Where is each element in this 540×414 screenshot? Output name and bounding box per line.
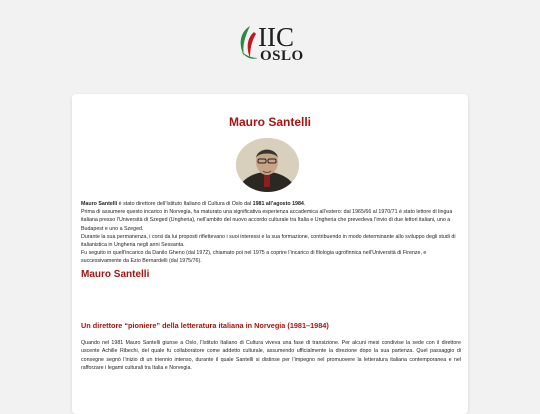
bio-paragraph-2: Prima di assumere questo incarico in Norvegia, ha maturato una significativa esperienza accademica all’estero: dal 1965/66 al 1970/71 è stato lettore di lingua italiana presso l’Università di Szeged (Ungheria), nell’ambito del nuovo accordo culturale tra Italia e Ungheria che prevedeva l’invio di due lettori italiani, uno a Budapest e uno a Szeged. [81,209,453,232]
bio-paragraph-4: Fu seguito in quell’incarico da Danilo Gheno (dal 1972), chiamato poi nel 1975 a coprire l’incarico di filologia ugrofinnica nell’Università di Firenze, e successivamente da Ezio Bernardelli (dal 1975/76). [81,250,427,265]
section-paragraph: Quando nel 1981 Mauro Santelli giunse a Oslo, l’Istituto Italiano di Cultura viveva una fase di transizione. Per alcuni mesi condivise la sede con il direttore uscente Achille Ribechi, del quale fu collaboratore come addetto culturale, assumendo ufficialmente la direzione dopo la sua partenza. Quel passaggio di consegne segnò l’inizio di un triennio intenso, durante il quale Santelli si distinse per l’impegno nel promuovere la letteratura italiana contemporanea e nel rafforzare i legami culturali tra Italia e Norvegia. [81,340,461,372]
section-subtitle: Un direttore “pioniere” della letteratura italiana in Norvegia (1981–1984) [81,321,329,330]
section-title: Mauro Santelli [81,269,150,280]
logo-text-oslo: OSLO [260,48,304,64]
iic-flame-emblem-icon [236,22,260,64]
bio-name: Mauro Santelli [81,201,118,207]
portrait-photo [236,138,299,192]
page-title: Mauro Santelli [228,115,311,129]
bio-paragraph-3: Durante la sua permanenza, i corsi da lui proposti riflettevano i suoi interessi e la sua formazione, contribuendo in modo determinante allo sviluppo degli studi di italianistica in Ungheria negli anni Sessanta. [81,233,456,249]
bio-intro-text: è stato direttore dell’Istituto Italiano di Cultura di Oslo dal [117,201,253,207]
bio-intro-end: . [303,201,306,207]
portrait-image [236,138,299,192]
bio-intro [81,200,461,208]
logo-text-iic: IIC [258,22,294,52]
content-card [72,94,468,414]
iic-oslo-logo[interactable] [236,22,308,64]
bio-text [81,200,461,266]
bio-dates: 1981 all’agosto 1984 [252,201,304,207]
